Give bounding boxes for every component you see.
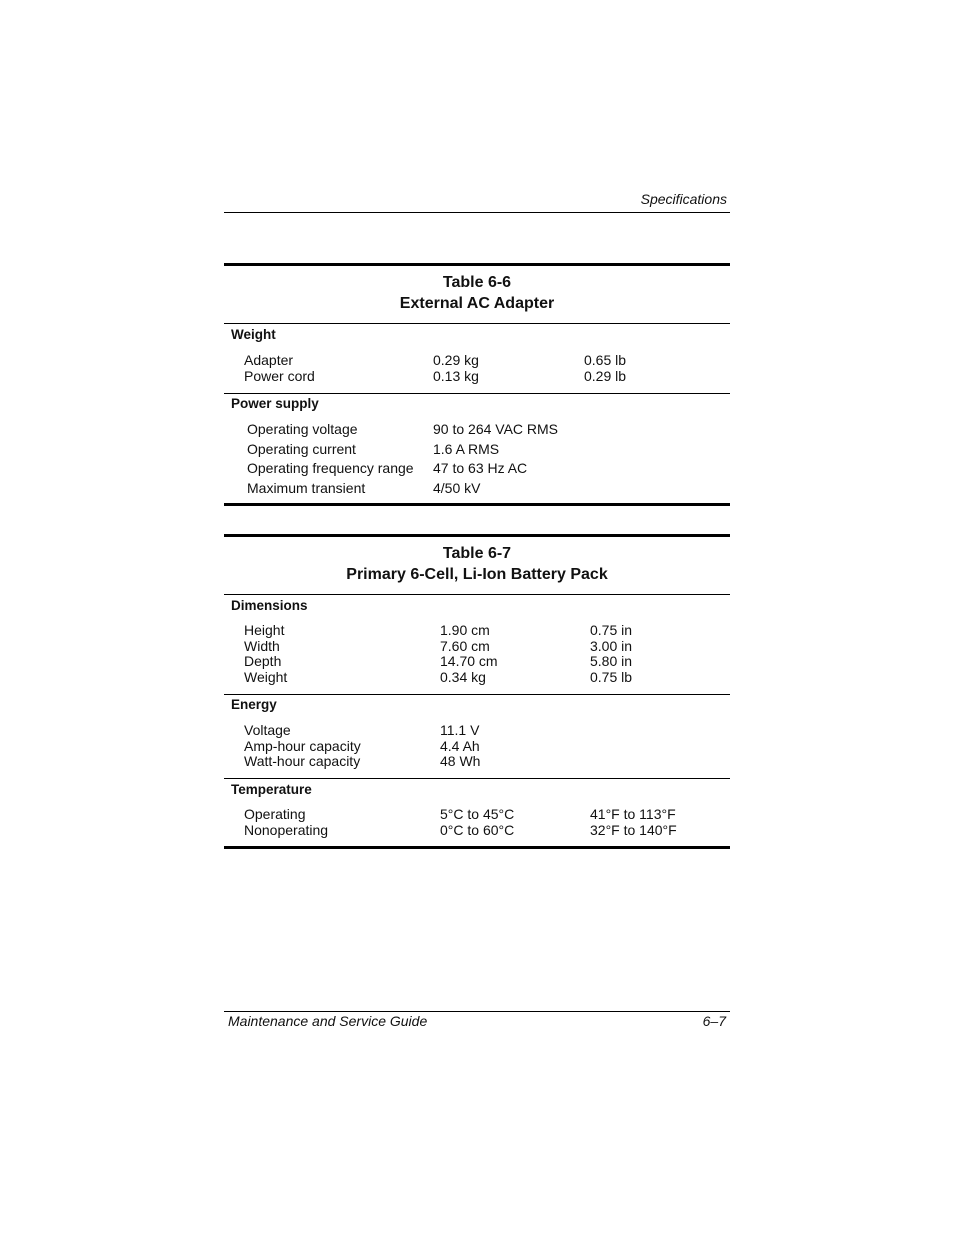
- weight-metric-values: [433, 353, 479, 384]
- section-divider: [224, 694, 730, 695]
- table-6-6-number: Table 6-6: [442, 274, 512, 291]
- temperature-imperial-value: 32°F to 140°F: [590, 821, 677, 838]
- dimensions-metric-values: [440, 623, 498, 685]
- temperature-imperial-value: 41°F to 113°F: [590, 806, 676, 822]
- power-supply-label: Operating frequency range: [247, 460, 414, 477]
- weight-heading: Weight: [231, 327, 276, 342]
- temperature-imperial-values: [590, 807, 677, 838]
- weight-imperial-values: [584, 353, 626, 384]
- table-6-7-bottom-rule: [224, 846, 730, 849]
- power-supply-label: Operating current: [247, 440, 356, 457]
- energy-values: [440, 723, 480, 770]
- energy-value: 48 Wh: [440, 753, 481, 770]
- dimensions-imperial-value: 5.80 in: [590, 653, 633, 670]
- dimensions-imperial-value: 0.75 lb: [590, 668, 633, 685]
- dimensions-metric-value: 0.34 kg: [440, 668, 486, 685]
- power-supply-heading: Power supply: [231, 396, 319, 411]
- weight-imperial-value: 0.65 lb: [584, 352, 627, 368]
- energy-value: 11.1 V: [440, 722, 480, 738]
- table-6-6-bottom-rule: [224, 503, 730, 506]
- section-divider: [224, 393, 730, 394]
- weight-metric-value: 0.29 kg: [433, 352, 479, 368]
- weight-label: Power cord: [244, 367, 315, 384]
- temperature-metric-values: [440, 807, 514, 838]
- power-supply-label: Maximum transient: [247, 479, 366, 496]
- energy-label: Amp-hour capacity: [244, 737, 361, 754]
- table-6-6-header-rule: [224, 323, 730, 324]
- power-supply-labels: [247, 420, 414, 498]
- temperature-labels: [244, 807, 328, 838]
- energy-labels: [244, 723, 361, 770]
- weight-labels: [244, 353, 315, 384]
- table-6-6-caption: [224, 272, 730, 314]
- temperature-metric-value: 0°C to 60°C: [440, 821, 515, 838]
- dimensions-metric-value: 1.90 cm: [440, 622, 490, 638]
- power-supply-value: 47 to 63 Hz AC: [433, 460, 528, 477]
- table-6-7-title: Primary 6-Cell, Li-Ion Battery Pack: [346, 566, 608, 583]
- power-supply-values: [433, 420, 558, 498]
- header-rule: [224, 212, 730, 213]
- table-6-6-top-rule: [224, 263, 730, 266]
- footer-guide-title: Maintenance and Service Guide: [228, 1013, 428, 1029]
- dimensions-metric-value: 7.60 cm: [440, 637, 490, 654]
- table-6-7-header-rule: [224, 594, 730, 595]
- dimensions-label: Width: [244, 637, 280, 654]
- table-6-7-top-rule: [224, 534, 730, 537]
- table-6-7-caption: [224, 543, 730, 585]
- dimensions-label: Weight: [244, 668, 288, 685]
- running-header: Specifications: [640, 191, 727, 207]
- temperature-metric-value: 5°C to 45°C: [440, 806, 515, 822]
- temperature-label: Nonoperating: [244, 821, 329, 838]
- dimensions-imperial-value: 3.00 in: [590, 637, 633, 654]
- temperature-heading: Temperature: [231, 782, 312, 797]
- table-6-6-title: External AC Adapter: [399, 295, 555, 312]
- weight-imperial-value: 0.29 lb: [584, 367, 627, 384]
- dimensions-heading: Dimensions: [231, 598, 308, 613]
- power-supply-label: Operating voltage: [247, 421, 358, 437]
- section-divider: [224, 778, 730, 779]
- dimensions-imperial-value: 0.75 in: [590, 622, 633, 638]
- dimensions-label: Depth: [244, 653, 282, 670]
- footer-rule: [224, 1011, 730, 1012]
- weight-label: Adapter: [244, 352, 294, 368]
- power-supply-value: 1.6 A RMS: [433, 440, 500, 457]
- energy-label: Watt-hour capacity: [244, 753, 361, 770]
- dimensions-label: Height: [244, 622, 285, 638]
- dimensions-imperial-values: [590, 623, 632, 685]
- power-supply-value: 90 to 264 VAC RMS: [433, 421, 559, 437]
- power-supply-value: 4/50 kV: [433, 479, 481, 496]
- energy-label: Voltage: [244, 722, 291, 738]
- dimensions-metric-value: 14.70 cm: [440, 653, 498, 670]
- dimensions-labels: [244, 623, 287, 685]
- energy-value: 4.4 Ah: [440, 737, 480, 754]
- energy-heading: Energy: [231, 697, 277, 712]
- temperature-label: Operating: [244, 806, 306, 822]
- page-number: 6–7: [702, 1013, 726, 1029]
- weight-metric-value: 0.13 kg: [433, 367, 479, 384]
- table-6-7-number: Table 6-7: [442, 545, 512, 562]
